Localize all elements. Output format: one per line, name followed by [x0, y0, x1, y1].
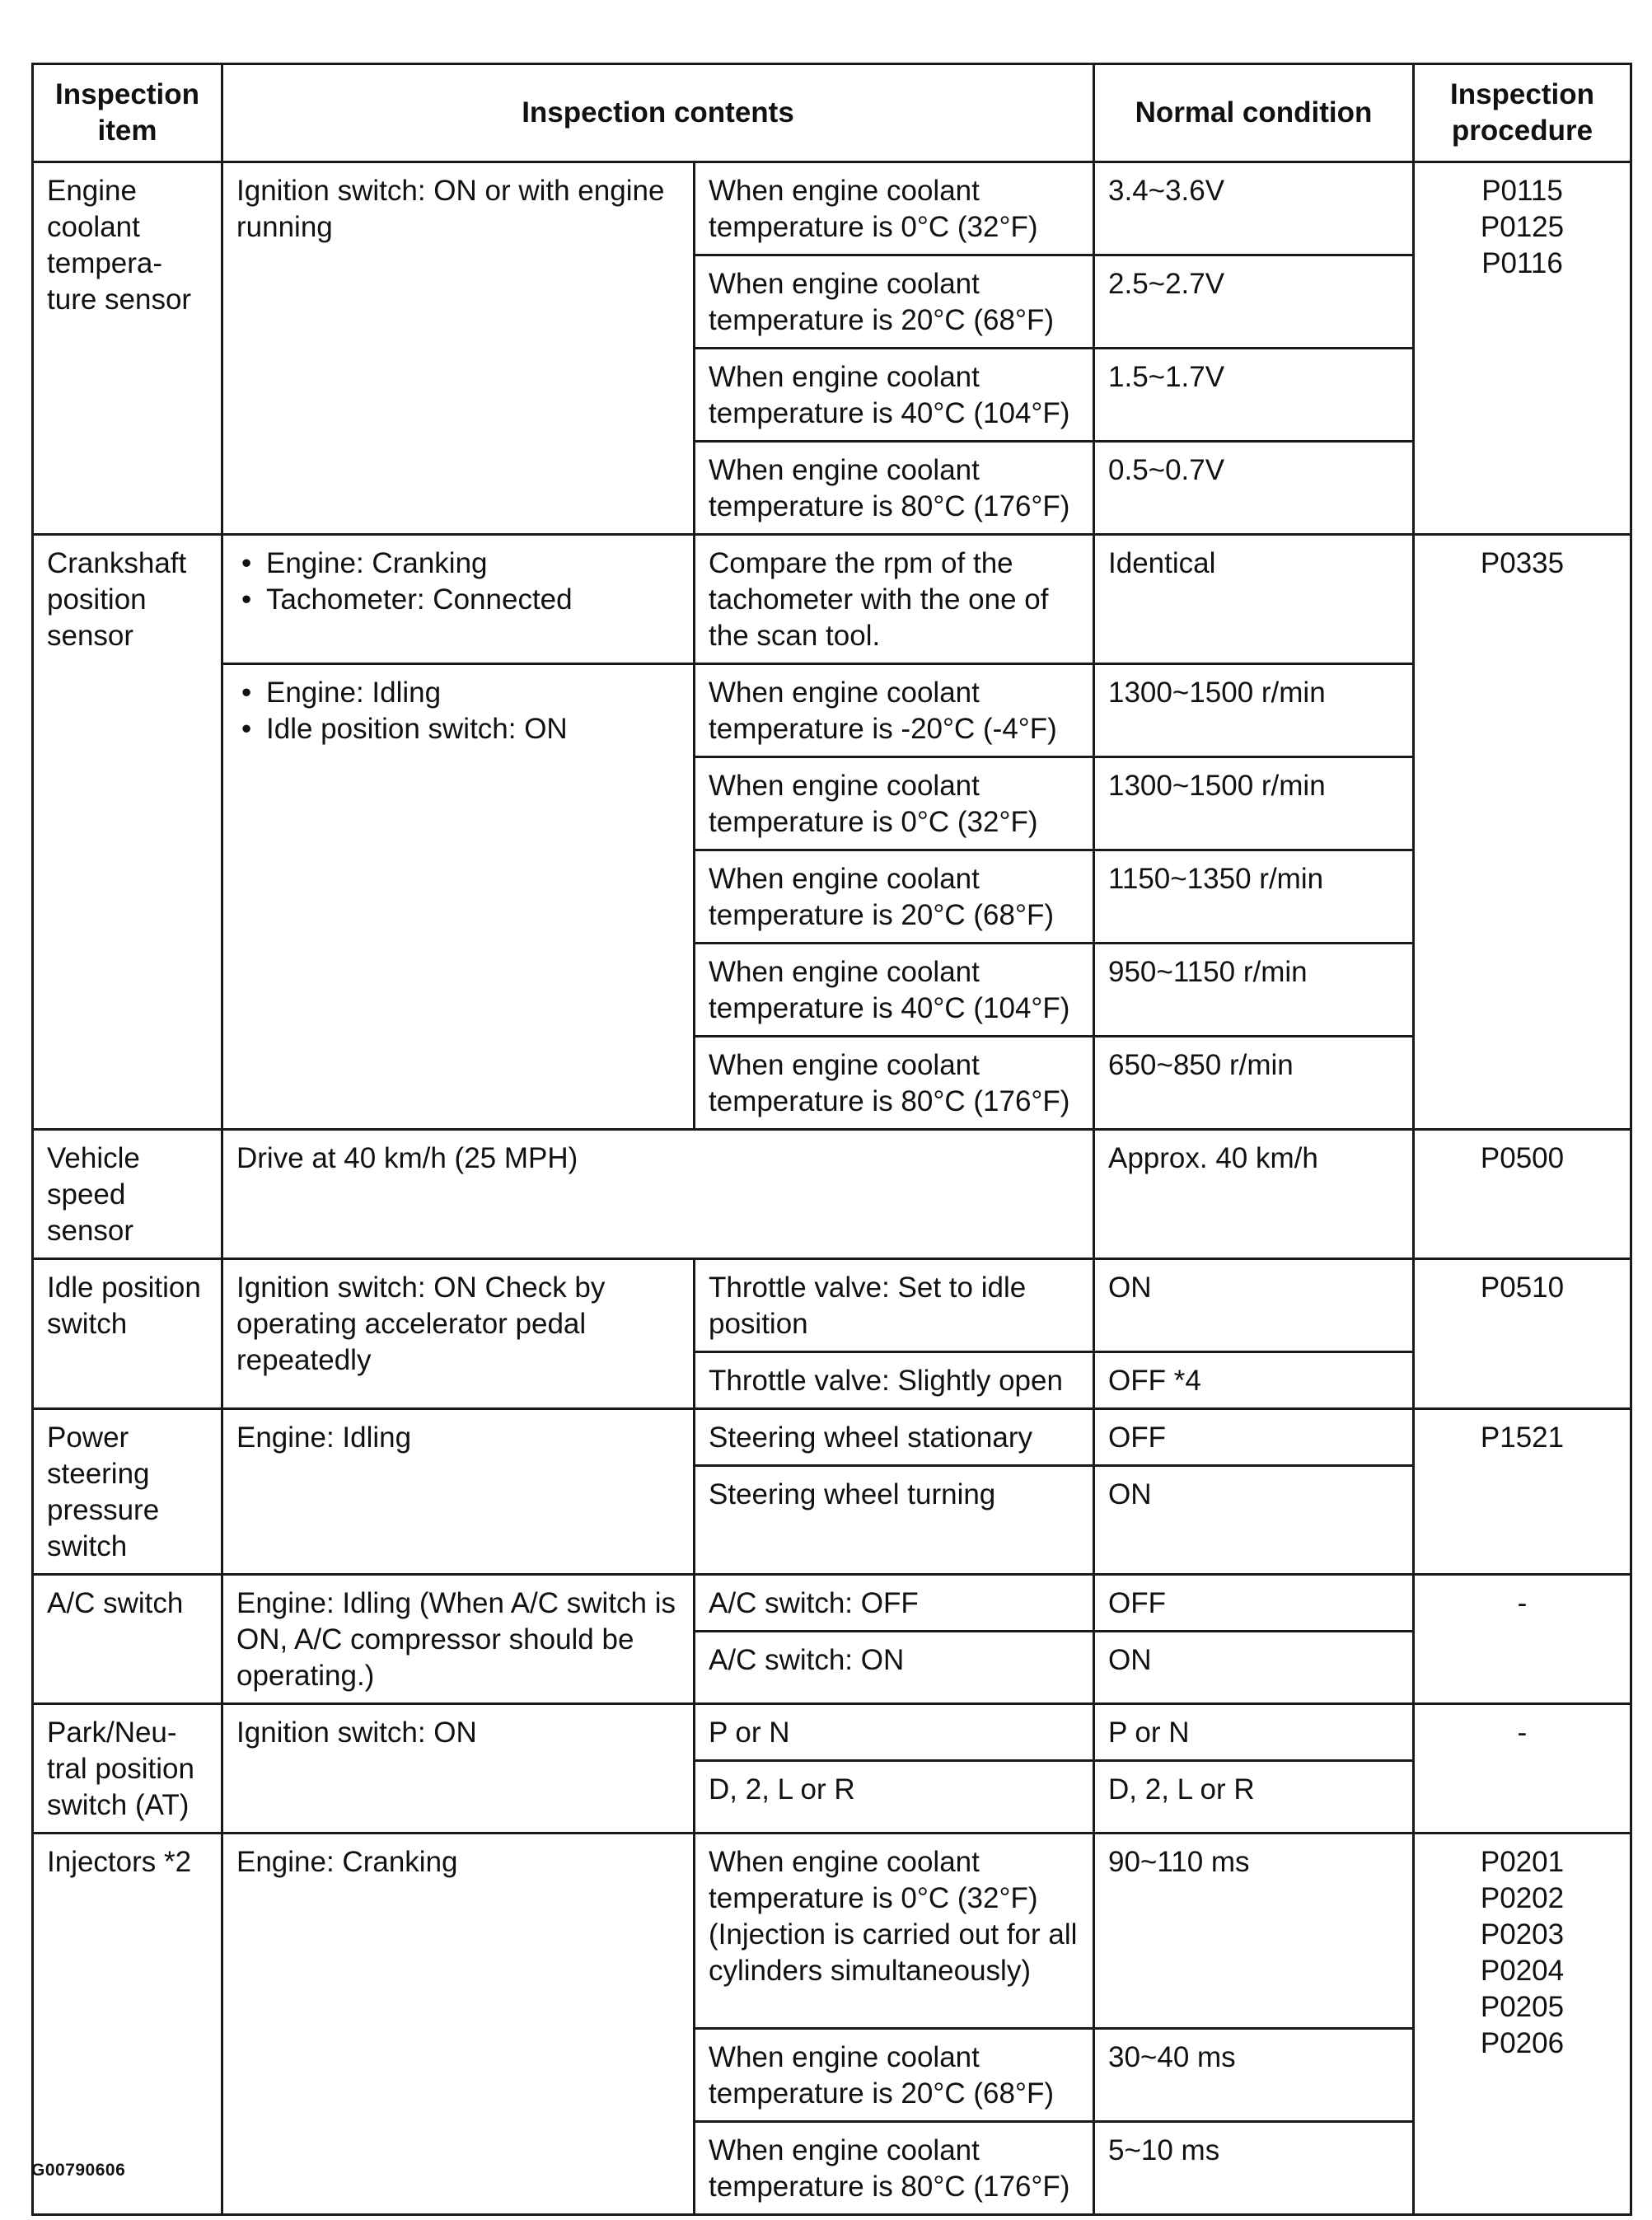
sub-condition: When engine coolant temperature is 40°C (104°F)	[695, 944, 1094, 1037]
normal-value: 1.5~1.7V	[1094, 349, 1414, 442]
cond-ect: Ignition switch: ON or with engine running	[222, 162, 695, 535]
normal-value: ON	[1094, 1466, 1414, 1575]
table-row	[33, 1704, 1631, 1761]
procedure-ckp: P0335	[1414, 535, 1631, 1130]
normal-value: D, 2, L or R	[1094, 1761, 1414, 1834]
sub-condition: When engine coolant temperature is 20°C (68°F)	[695, 850, 1094, 944]
table-row	[33, 1834, 1631, 2029]
normal-value: 1150~1350 r/min	[1094, 850, 1414, 944]
table-row	[33, 664, 1631, 757]
sub-condition: A/C switch: OFF	[695, 1575, 1094, 1632]
normal-value: 1300~1500 r/min	[1094, 664, 1414, 757]
table-row	[33, 1130, 1631, 1259]
procedure-inj: P0201 P0202 P0203 P0204 P0205 P0206	[1414, 1834, 1631, 2215]
sub-condition: Steering wheel turning	[695, 1466, 1094, 1575]
table-row	[33, 162, 1631, 255]
normal-value: 30~40 ms	[1094, 2029, 1414, 2122]
header-inspection-contents: Inspection contents	[222, 64, 1094, 162]
normal-value: OFF	[1094, 1409, 1414, 1466]
procedure-vss: P0500	[1414, 1130, 1631, 1259]
cond-vss: Drive at 40 km/h (25 MPH)	[222, 1130, 1094, 1259]
normal-value: 650~850 r/min	[1094, 1037, 1414, 1130]
normal-value: OFF *4	[1094, 1352, 1414, 1409]
sub-condition: D, 2, L or R	[695, 1761, 1094, 1834]
cond-ps: Engine: Idling	[222, 1409, 695, 1575]
sub-condition: Compare the rpm of the tachometer with the one of the scan tool.	[695, 535, 1094, 664]
normal-value: ON	[1094, 1632, 1414, 1704]
sub-condition: When engine coolant temperature is 0°C (32°F) (Injection is carried out for all cylinders simultaneously)	[695, 1834, 1094, 2029]
sub-condition: When engine coolant temperature is 20°C (68°F)	[695, 255, 1094, 349]
inspection-table-container	[31, 63, 1630, 2216]
normal-value: 2.5~2.7V	[1094, 255, 1414, 349]
procedure-pn: -	[1414, 1704, 1631, 1834]
table-row	[33, 535, 1631, 664]
bullet-item: • Engine: Cranking	[266, 546, 680, 582]
item-ps-switch: Power steering pressure switch	[33, 1409, 222, 1575]
table-row	[33, 1575, 1631, 1632]
sub-condition: Throttle valve: Set to idle position	[695, 1259, 1094, 1352]
normal-value: 0.5~0.7V	[1094, 442, 1414, 535]
sub-condition: When engine coolant temperature is 80°C (176°F)	[695, 2122, 1094, 2215]
sub-condition: Throttle valve: Slightly open	[695, 1352, 1094, 1409]
cond-ckp-cranking	[222, 535, 695, 664]
item-pn-switch: Park/Neu- tral position switch (AT)	[33, 1704, 222, 1834]
item-vss: Vehicle speed sensor	[33, 1130, 222, 1259]
table-row	[33, 1259, 1631, 1352]
bullet-item: • Engine: Idling	[266, 675, 680, 711]
bullet-item: • Idle position switch: ON	[266, 711, 680, 747]
cond-ac: Engine: Idling (When A/C switch is ON, A/C compressor should be operating.)	[222, 1575, 695, 1704]
header-row	[33, 64, 1631, 162]
normal-value: OFF	[1094, 1575, 1414, 1632]
normal-value: 3.4~3.6V	[1094, 162, 1414, 255]
normal-value: P or N	[1094, 1704, 1414, 1761]
sub-condition: When engine coolant temperature is 20°C (68°F)	[695, 2029, 1094, 2122]
procedure-ect: P0115 P0125 P0116	[1414, 162, 1631, 535]
cond-inj: Engine: Cranking	[222, 1834, 695, 2215]
sub-condition: When engine coolant temperature is 40°C (104°F)	[695, 349, 1094, 442]
normal-value: ON	[1094, 1259, 1414, 1352]
figure-id: G00790606	[31, 2161, 126, 2180]
cond-ckp-idling	[222, 664, 695, 1130]
sub-condition: When engine coolant temperature is 0°C (32°F)	[695, 757, 1094, 850]
item-injectors: Injectors *2	[33, 1834, 222, 2215]
sub-condition: When engine coolant temperature is 0°C (32°F)	[695, 162, 1094, 255]
inspection-table	[31, 63, 1632, 2216]
procedure-ac: -	[1414, 1575, 1631, 1704]
normal-value: 1300~1500 r/min	[1094, 757, 1414, 850]
item-idle-switch: Idle position switch	[33, 1259, 222, 1409]
header-normal-condition: Normal condition	[1094, 64, 1414, 162]
item-ckp-sensor: Crankshaft position sensor	[33, 535, 222, 1130]
cond-idle: Ignition switch: ON Check by operating accelerator pedal repeatedly	[222, 1259, 695, 1409]
sub-condition: When engine coolant temperature is -20°C (-4°F)	[695, 664, 1094, 757]
procedure-ps: P1521	[1414, 1409, 1631, 1575]
sub-condition: When engine coolant temperature is 80°C (176°F)	[695, 1037, 1094, 1130]
item-ac-switch: A/C switch	[33, 1575, 222, 1704]
table-row	[33, 1409, 1631, 1466]
sub-condition: P or N	[695, 1704, 1094, 1761]
cond-pn: Ignition switch: ON	[222, 1704, 695, 1834]
sub-condition: Steering wheel stationary	[695, 1409, 1094, 1466]
sub-condition: A/C switch: ON	[695, 1632, 1094, 1704]
normal-value: Approx. 40 km/h	[1094, 1130, 1414, 1259]
normal-value: 90~110 ms	[1094, 1834, 1414, 2029]
header-inspection-item: Inspection item	[33, 64, 222, 162]
sub-condition: When engine coolant temperature is 80°C (176°F)	[695, 442, 1094, 535]
header-inspection-procedure: Inspection procedure	[1414, 64, 1631, 162]
bullet-item: • Tachometer: Connected	[266, 582, 680, 618]
normal-value: 950~1150 r/min	[1094, 944, 1414, 1037]
normal-value: 5~10 ms	[1094, 2122, 1414, 2215]
procedure-idle: P0510	[1414, 1259, 1631, 1409]
normal-value: Identical	[1094, 535, 1414, 664]
item-ect-sensor: Engine coolant tempera- ture sensor	[33, 162, 222, 535]
